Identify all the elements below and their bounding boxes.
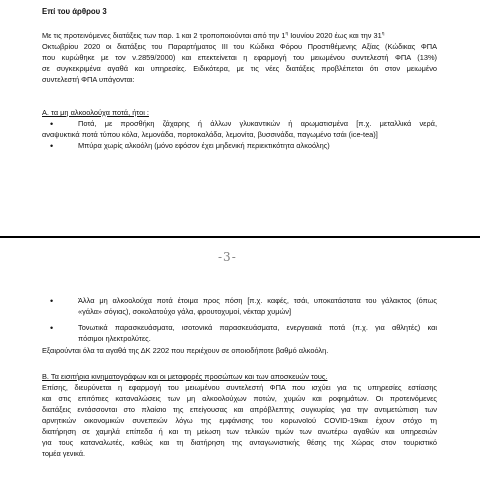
bullet-dot-icon: • bbox=[50, 296, 54, 306]
bullet-dot-icon: • bbox=[50, 119, 54, 129]
paragraph-line: διατήρηση σε χαμηλά επίπεδα ή και τη μείωση των τελικών τιμών των ανωτέρω αγαθών και υπηρεσιών bbox=[42, 427, 437, 436]
bullet-dot-icon: • bbox=[50, 323, 54, 333]
exclusion-note: Εξαιρούνται όλα τα αγαθά της ΔΚ 2202 που περιέχουν σε οποιοδήποτε βαθμό αλκοόλη. bbox=[42, 346, 329, 355]
paragraph-line: σε συγκεκριμένα αγαθά και υπηρεσίες. Ειδικότερα, με τις νέες διατάξεις προβλέπεται ότι στον μειωμένο bbox=[42, 64, 437, 73]
article-heading: Επί του άρθρου 3 bbox=[42, 7, 107, 16]
section-a-heading: Α. τα μη αλκοολούχα ποτά, ήτοι : bbox=[42, 108, 149, 117]
section-b-heading: Β. Τα εισιτήρια κινηματογράφων και οι μεταφορές προσώπων και των αποσκευών τους. bbox=[42, 372, 328, 381]
paragraph-line: Οκτωβρίου 2020 οι διατάξεις του Παραρτήματος ΙΙΙ του Κώδικα Φόρου Προστιθέμενης Αξίας (Κώδικας ΦΠΑ bbox=[42, 42, 437, 51]
paragraph-line: και στις επιτόπιες καταναλώσεις των μη αλκοολούχων ποτών, χυμών και ροφημάτων. Οι προτεινόμενες bbox=[42, 394, 437, 403]
paragraph-line: Με τις προτεινόμενες διατάξεις των παρ. 1 και 2 τροποποιούνται από την $1^\eta$ Ιουνίου 2020 έως και την $31^\eta$ bbox=[42, 31, 385, 40]
paragraph-line: που κυρώθηκε με τον ν.2859/2000) και επεκτείνεται η εφαρμογή του μειωμένου συντελεστή ΦΠΑ (13%) bbox=[42, 53, 437, 62]
bullet-item-line: Άλλα μη αλκοολούχα ποτά έτοιμα προς πόση [π.χ. καφές, τσάι, υποκατάστατα του γάλακτος (όπως bbox=[78, 296, 437, 305]
document-page-1 bbox=[0, 0, 480, 224]
paragraph-line: αρνητικών οικονομικών συνεπειών λόγω της εμφάνισης του κορωνοϊού COVID-19και έχουν στόχο τη bbox=[42, 416, 437, 425]
paragraph-line: συντελεστή ΦΠΑ υπάγονται: bbox=[42, 75, 135, 84]
bullet-item-line: «γάλα» σόγιας), σοκολατούχο γάλα, φρουτοχυμοί, νέκταρ χυμών] bbox=[78, 307, 291, 316]
paragraph-line: διατάξεις εντάσσονται στο πλαίσιο της επείγουσας και απρόβλεπτης συγκυρίας για την αντιμετώπιση των bbox=[42, 405, 437, 414]
paragraph-line: τομέα γενικά. bbox=[42, 449, 86, 458]
paragraph-line: για τους καταναλωτές, καθώς και τη διατήρηση της ανταγωνιστικής θέσης της Χώρας στον τουριστικό bbox=[42, 438, 437, 447]
page-gap bbox=[0, 224, 480, 236]
bullet-item-line: αναψυκτικά ποτά τύπου κόλα, λεμονάδα, πορτοκαλάδα, λεμονίτα, βυσσινάδα, παγωμένο τσάι (ice-tea)] bbox=[42, 130, 378, 139]
bullet-item-line: πόσιμοι ηλεκτρολύτες. bbox=[78, 334, 151, 343]
page-number: -3- bbox=[218, 250, 237, 264]
bullet-item-line: Μπύρα χωρίς αλκοόλη (μόνο εφόσον έχει μηδενική περιεκτικότητα αλκοόλης) bbox=[78, 141, 330, 150]
paragraph-line: Επίσης, διευρύνεται η εφαρμογή του μειωμένου συντελεστή ΦΠΑ που ισχύει για τις υπηρεσίες εστίασης bbox=[42, 383, 437, 392]
bullet-item-line: Τονωτικά παρασκευάσματα, ισοτονικά παρασκευάσματα, ενεργειακά ποτά (π.χ. για αθλητές) και bbox=[78, 323, 437, 332]
document-page-2 bbox=[0, 238, 480, 485]
bullet-item-line: Ποτά, με προσθήκη ζάχαρης ή άλλων γλυκαντικών ή αρωματισμένα [π.χ. μεταλλικά νερά, bbox=[78, 119, 437, 128]
bullet-dot-icon: • bbox=[50, 141, 54, 151]
